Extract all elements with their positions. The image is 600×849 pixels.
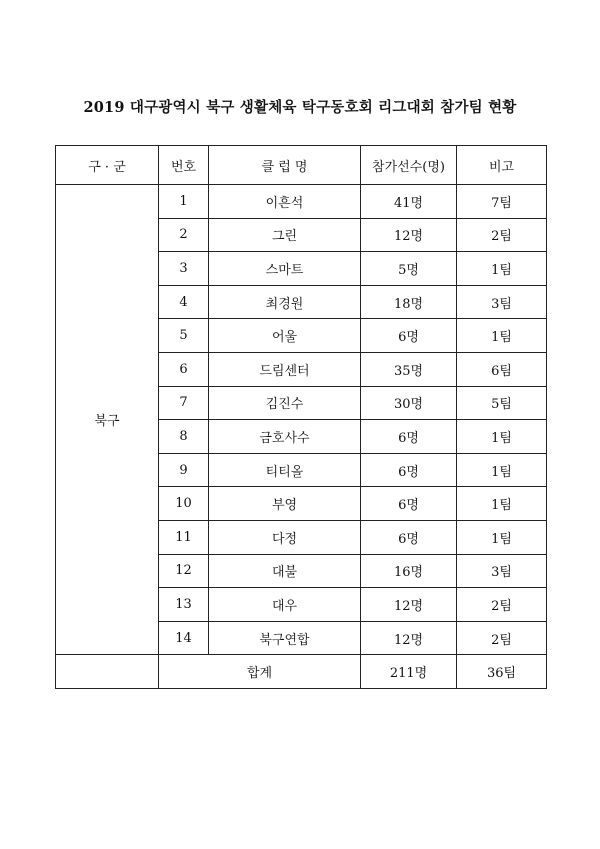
player-count: 41명 <box>361 185 457 219</box>
player-count: 12명 <box>361 588 457 622</box>
total-row <box>56 655 547 689</box>
row-number: 11 <box>159 520 209 554</box>
player-count: 6명 <box>361 420 457 454</box>
team-count: 2팀 <box>457 588 547 622</box>
table-row <box>56 185 547 219</box>
club-name: 북구연합 <box>209 621 361 655</box>
player-count: 6명 <box>361 319 457 353</box>
player-count: 6명 <box>361 520 457 554</box>
team-count: 2팀 <box>457 218 547 252</box>
player-count: 35명 <box>361 352 457 386</box>
row-number: 8 <box>159 420 209 454</box>
team-count: 1팀 <box>457 520 547 554</box>
player-count: 6명 <box>361 453 457 487</box>
club-name: 부영 <box>209 487 361 521</box>
player-count: 30명 <box>361 386 457 420</box>
row-number: 7 <box>159 386 209 420</box>
club-name: 대불 <box>209 554 361 588</box>
row-number: 1 <box>159 185 209 219</box>
table-header <box>56 146 547 185</box>
player-count: 12명 <box>361 621 457 655</box>
team-count: 6팀 <box>457 352 547 386</box>
team-count: 1팀 <box>457 252 547 286</box>
row-number: 13 <box>159 588 209 622</box>
row-number: 4 <box>159 285 209 319</box>
player-count: 5명 <box>361 252 457 286</box>
club-name: 어울 <box>209 319 361 353</box>
club-name: 김진수 <box>209 386 361 420</box>
header-row <box>56 146 547 185</box>
club-name: 드림센터 <box>209 352 361 386</box>
team-count: 1팀 <box>457 319 547 353</box>
row-number: 5 <box>159 319 209 353</box>
club-name: 이흔석 <box>209 185 361 219</box>
team-count: 1팀 <box>457 487 547 521</box>
header-note: 비고 <box>457 146 547 185</box>
club-name: 다정 <box>209 520 361 554</box>
player-count: 6명 <box>361 487 457 521</box>
total-players: 211명 <box>361 655 457 689</box>
row-number: 3 <box>159 252 209 286</box>
table-footer <box>56 655 547 689</box>
participant-table <box>55 145 547 689</box>
row-number: 14 <box>159 621 209 655</box>
team-count: 2팀 <box>457 621 547 655</box>
header-district: 구 · 군 <box>56 146 159 185</box>
total-note: 36팀 <box>457 655 547 689</box>
club-name: 티티올 <box>209 453 361 487</box>
club-name: 대우 <box>209 588 361 622</box>
club-name: 그린 <box>209 218 361 252</box>
header-players: 참가선수(명) <box>361 146 457 185</box>
club-name: 최경원 <box>209 285 361 319</box>
header-club: 클 럽 명 <box>209 146 361 185</box>
total-label: 합계 <box>159 655 361 689</box>
row-number: 9 <box>159 453 209 487</box>
team-count: 1팀 <box>457 453 547 487</box>
total-empty-cell <box>56 655 159 689</box>
team-count: 7팀 <box>457 185 547 219</box>
team-count: 3팀 <box>457 285 547 319</box>
table-body <box>56 185 547 655</box>
team-count: 5팀 <box>457 386 547 420</box>
document-title: 2019 대구광역시 북구 생활체육 탁구동호회 리그대회 참가팀 현황 <box>83 99 517 116</box>
team-count: 3팀 <box>457 554 547 588</box>
player-count: 12명 <box>361 218 457 252</box>
row-number: 12 <box>159 554 209 588</box>
player-count: 18명 <box>361 285 457 319</box>
row-number: 10 <box>159 487 209 521</box>
header-number: 번호 <box>159 146 209 185</box>
district-cell: 북구 <box>56 185 159 655</box>
player-count: 16명 <box>361 554 457 588</box>
club-name: 스마트 <box>209 252 361 286</box>
row-number: 6 <box>159 352 209 386</box>
team-count: 1팀 <box>457 420 547 454</box>
row-number: 2 <box>159 218 209 252</box>
club-name: 금호사수 <box>209 420 361 454</box>
